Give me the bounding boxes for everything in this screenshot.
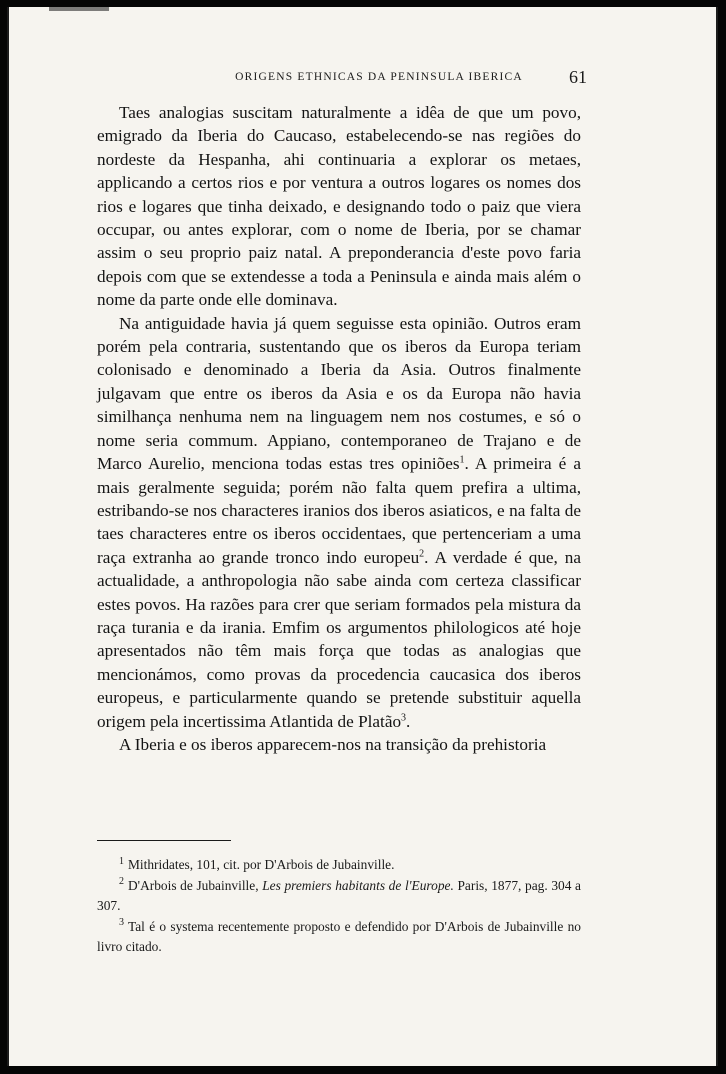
paragraph-2-segment-4: . — [406, 711, 411, 731]
footnote-number-3: 3 — [119, 917, 124, 929]
book-page — [7, 7, 718, 1066]
paragraph-2-segment-3: . A verdade é que, na actualidade, a anthropologia não sabe ainda com certeza classificar estes povos. Ha razões para crer que seriam formados pela mistura da raça turania e da irania. Emfim os argumentos philologicos até hoje apresentados não têm mais força que todas as analogias que mencionámos, como provas da procedencia caucasica dos iberos europeus, e particularmente quando se pretende substituir aquella origem pela incertissima Atlantida de Platão — [97, 547, 581, 731]
footnote-text-1: Mithridates, 101, cit. por D'Arbois de Jubainville. — [128, 857, 395, 872]
footnote-divider — [97, 840, 231, 841]
footnote-text-2-post: Paris, 1877, pag. 304 a 307. — [97, 877, 581, 914]
body-text — [97, 101, 581, 756]
footnote-ref-2: 2 — [419, 547, 425, 559]
running-header: ORIGENS ETHNICAS DA PENINSULA IBERICA — [235, 71, 523, 83]
footnote-ref-3: 3 — [401, 711, 407, 723]
footnote-number-1: 1 — [119, 855, 124, 867]
paragraph-2 — [97, 312, 581, 733]
footnote-book-title: Les premiers habitants de l'Europe. — [262, 877, 454, 893]
footnote-3 — [97, 917, 581, 958]
paragraph-2-segment-1: Na antiguidade havia já quem seguisse esta opinião. Outros eram porém pela contraria, sustentando que os iberos da Europa teriam colonisado e denominado a Iberia da Asia. Outros finalmente julgavam que entre os iberos da Asia e os da Europa não havia similhança nenhuma nem na linguagem nem nos costumes, e só o nome seria commum. Appiano, contemporaneo de Trajano e de Marco Aurelio, menciona todas estas tres opiniões — [97, 313, 581, 474]
page-number: 61 — [569, 67, 587, 87]
footnote-number-2: 2 — [119, 876, 124, 888]
footnote-text-3: Tal é o systema recentemente proposto e defendido por D'Arbois de Jubainville no livro citado. — [97, 918, 581, 955]
paragraph-2-segment-2: . A primeira é a mais geralmente seguida; porém não falta quem prefira a ultima, estribando-se nos characteres iranios dos iberos asiaticos, e na falta de taes characteres entre os iberos occidentaes, que pertenceriam a uma raça extranha ao grande tronco indo europeu — [97, 454, 581, 567]
footnotes — [97, 855, 581, 958]
paragraph-3: A Iberia e os iberos apparecem-nos na transição da prehistoria — [119, 734, 547, 754]
footnote-ref-1: 1 — [459, 454, 465, 466]
footnote-text-2-pre: D'Arbois de Jubainville, — [128, 877, 263, 893]
footnote-1 — [97, 855, 581, 876]
footnote-2 — [97, 876, 581, 917]
paragraph-1: Taes analogias suscitam naturalmente a idêa de que um povo, emigrado da Iberia do Caucaso, estabelecendo-se nas regiões do nordeste da Hespanha, ahi continuaria a explorar os metaes, applicando a certos rios e por ventura a outros logares os nomes dos rios e logares que tinha deixado, e designando todo o paiz que viera occupar, ou antes explorar, com o nome de Iberia, por se chamar assim o seu proprio paiz natal. A preponderancia d'este povo faria depois com que se extendesse a toda a Peninsula e ainda mais além o nome da parte onde elle dominava. — [97, 103, 581, 310]
